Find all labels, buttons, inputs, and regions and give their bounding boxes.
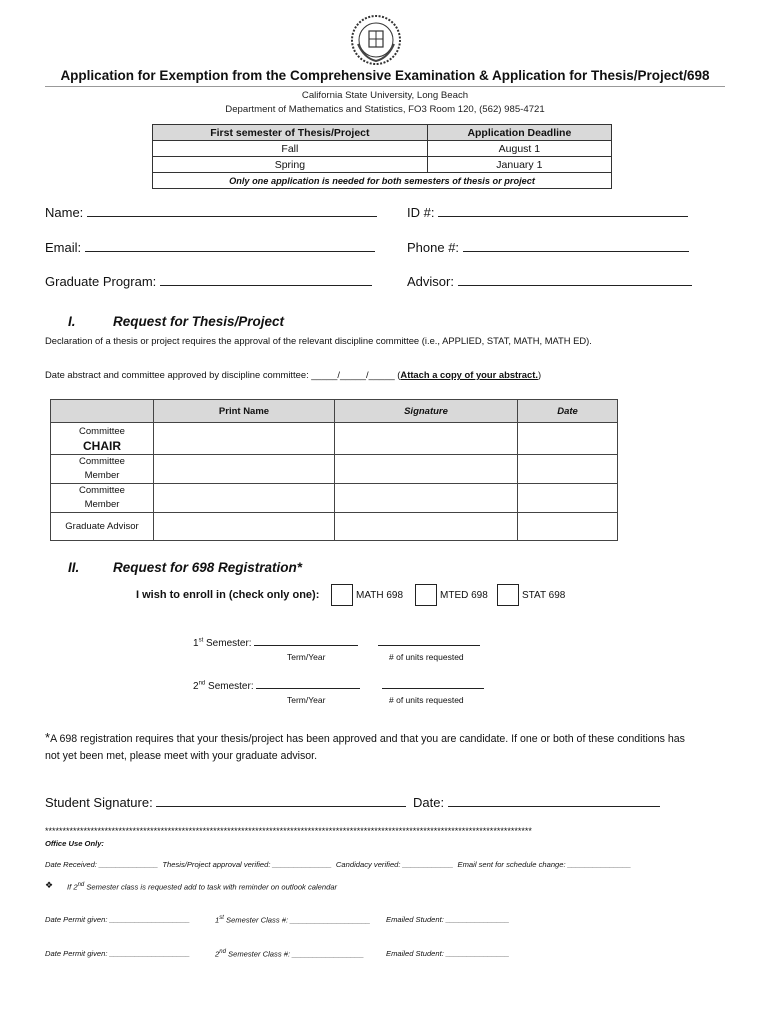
signature-date-label: Date:	[413, 795, 445, 810]
committee-member-role	[51, 455, 154, 484]
class2-pre: 2	[215, 949, 220, 959]
committee-word: Committee	[79, 485, 125, 496]
class1-sup: st	[219, 915, 224, 921]
advisor-row	[407, 273, 692, 289]
committee-header-print-name: Print Name	[154, 400, 335, 423]
id-field[interactable]	[438, 204, 688, 217]
reminder-note	[67, 882, 337, 892]
class2-sup: nd	[219, 949, 226, 955]
signature-date-row	[413, 794, 660, 810]
committee-role-header	[51, 400, 154, 423]
second-semester-sup: nd	[198, 680, 206, 687]
form-title: Application for Exemption from the Comprehensive Examination & Application for Thesis/Project/698	[60, 68, 710, 83]
reminder-pre: If 2	[67, 882, 78, 892]
advisor-signature-cell[interactable]	[335, 513, 518, 541]
term-year-caption: Term/Year	[287, 652, 326, 662]
enroll-label: I wish to enroll in (check only one):	[136, 589, 320, 601]
math-698-label: MATH 698	[356, 590, 404, 601]
member1-date-cell[interactable]	[518, 455, 618, 484]
units-caption: # of units requested	[389, 695, 464, 705]
section2-number: II.	[68, 560, 80, 575]
chair-date-cell[interactable]	[518, 423, 618, 455]
deadline-table	[152, 124, 612, 189]
deadline-note: Only one application is needed for both semesters of thesis or project	[153, 173, 612, 189]
diamond-bullet-icon: ❖	[45, 880, 54, 890]
mted-698-checkbox[interactable]	[415, 584, 437, 606]
advisor-field[interactable]	[458, 273, 692, 286]
email-label: Email:	[45, 240, 82, 255]
second-semester-term-field[interactable]	[256, 679, 360, 689]
member-label: Member	[84, 470, 120, 481]
committee-header-date: Date	[518, 400, 618, 423]
email-sent: Email sent for schedule change: _______________	[457, 860, 632, 869]
second-semester-units-field[interactable]	[382, 679, 484, 689]
member1-signature-cell[interactable]	[335, 455, 518, 484]
emailed-student-1: Emailed Student: _______________	[386, 915, 510, 924]
date-received: Date Received: ______________	[45, 860, 159, 869]
second-semester-number: 2	[193, 681, 199, 692]
graduate-advisor-role: Graduate Advisor	[51, 513, 154, 541]
note-text: A 698 registration requires that your thesis/project has been approved and that you are candidate. If one or both of these conditions has not yet been met, please meet with your graduate advisor.	[45, 733, 685, 762]
first-semester-units-field[interactable]	[378, 636, 480, 646]
advisor-print-name-cell[interactable]	[154, 513, 335, 541]
chair-print-name-cell[interactable]	[154, 423, 335, 455]
university-name: California State University, Long Beach	[301, 90, 469, 101]
note-asterisk: *	[45, 730, 51, 745]
reminder-post: Semester class is requested add to task with reminder on outlook calendar	[84, 882, 338, 892]
stat-698-checkbox[interactable]	[497, 584, 519, 606]
class-number-1	[215, 915, 370, 925]
phone-field[interactable]	[463, 239, 689, 252]
committee-word: Committee	[79, 456, 125, 467]
office-row-1	[45, 860, 631, 869]
member2-signature-cell[interactable]	[335, 484, 518, 513]
member2-print-name-cell[interactable]	[154, 484, 335, 513]
abstract-date-line	[45, 369, 541, 380]
section1-title: Request for Thesis/Project	[113, 314, 285, 329]
member1-print-name-cell[interactable]	[154, 455, 335, 484]
phone-label: Phone #:	[407, 240, 460, 255]
office-separator: *******************************************************************************************************************************************	[45, 826, 532, 836]
program-label: Graduate Program:	[45, 274, 157, 289]
deadline-header-semester: First semester of Thesis/Project	[153, 125, 428, 141]
phone-row	[407, 239, 689, 255]
advisor-label: Advisor:	[407, 274, 454, 289]
deadline-date: August 1	[427, 141, 611, 157]
chair-signature-cell[interactable]	[335, 423, 518, 455]
member-label: Member	[84, 499, 120, 510]
candidacy-verified: Candidacy verified: ____________	[335, 860, 454, 869]
deadline-date: January 1	[427, 157, 611, 173]
program-row	[45, 273, 372, 289]
signature-date-field[interactable]	[448, 794, 660, 807]
first-semester-row	[193, 636, 480, 649]
first-semester-sup: st	[198, 637, 204, 644]
semester-word: Semester:	[208, 681, 254, 692]
class1-pre: 1	[215, 915, 220, 925]
second-semester-row	[193, 679, 484, 692]
student-signature-label: Student Signature:	[45, 795, 153, 810]
first-semester-term-field[interactable]	[254, 636, 358, 646]
approval-verified: Thesis/Project approval verified: ______________	[162, 860, 332, 869]
abstract-date-prefix: Date abstract and committee approved by discipline committee: _____/_____/_____ (	[45, 369, 401, 380]
university-seal-icon	[350, 14, 402, 66]
committee-table	[50, 399, 618, 541]
section2-title: Request for 698 Registration*	[113, 560, 303, 575]
title-divider	[45, 86, 725, 87]
units-caption: # of units requested	[389, 652, 464, 662]
office-use-heading: Office Use Only:	[45, 839, 104, 848]
committee-header-signature: Signature	[335, 400, 518, 423]
registration-note	[45, 729, 695, 765]
email-row	[45, 239, 375, 255]
email-field[interactable]	[85, 239, 375, 252]
reminder-sup: nd	[77, 882, 85, 888]
section1-declaration: Declaration of a thesis or project requires the approval of the relevant discipline committee (i.e., APPLIED, STAT, MATH, MATH ED).	[45, 335, 592, 346]
deadline-header-deadline: Application Deadline	[427, 125, 611, 141]
permit-given-1: Date Permit given: ___________________	[45, 915, 190, 924]
student-signature-row	[45, 794, 406, 810]
advisor-date-cell[interactable]	[518, 513, 618, 541]
attach-abstract-note: Attach a copy of your abstract.	[400, 369, 538, 380]
deadline-semester: Fall	[153, 141, 428, 157]
committee-word: Committee	[79, 425, 125, 437]
program-field[interactable]	[160, 273, 372, 286]
committee-member-role	[51, 484, 154, 513]
name-field[interactable]	[87, 204, 377, 217]
committee-chair-role	[51, 423, 154, 455]
math-698-checkbox[interactable]	[331, 584, 353, 606]
deadline-semester: Spring	[153, 157, 428, 173]
term-year-caption: Term/Year	[287, 695, 326, 705]
permit-given-2: Date Permit given: ___________________	[45, 949, 190, 958]
stat-698-label: STAT 698	[522, 590, 566, 601]
class1-post: Semester Class #: ___________________	[223, 915, 371, 925]
chair-label: CHAIR	[83, 438, 121, 453]
department-info: Department of Mathematics and Statistics, FO3 Room 120, (562) 985-4721	[225, 104, 545, 115]
student-signature-field[interactable]	[156, 794, 406, 807]
first-semester-number: 1	[193, 638, 199, 649]
name-row	[45, 204, 377, 220]
class-number-2	[215, 949, 364, 959]
section1-number: I.	[68, 314, 76, 329]
id-label: ID #:	[407, 205, 435, 220]
abstract-date-suffix: )	[537, 369, 542, 380]
member2-date-cell[interactable]	[518, 484, 618, 513]
id-row	[407, 204, 688, 220]
semester-word: Semester:	[206, 638, 252, 649]
name-label: Name:	[45, 205, 84, 220]
class2-post: Semester Class #: _________________	[225, 949, 364, 959]
emailed-student-2: Emailed Student: _______________	[386, 949, 510, 958]
mted-698-label: MTED 698	[440, 590, 488, 601]
